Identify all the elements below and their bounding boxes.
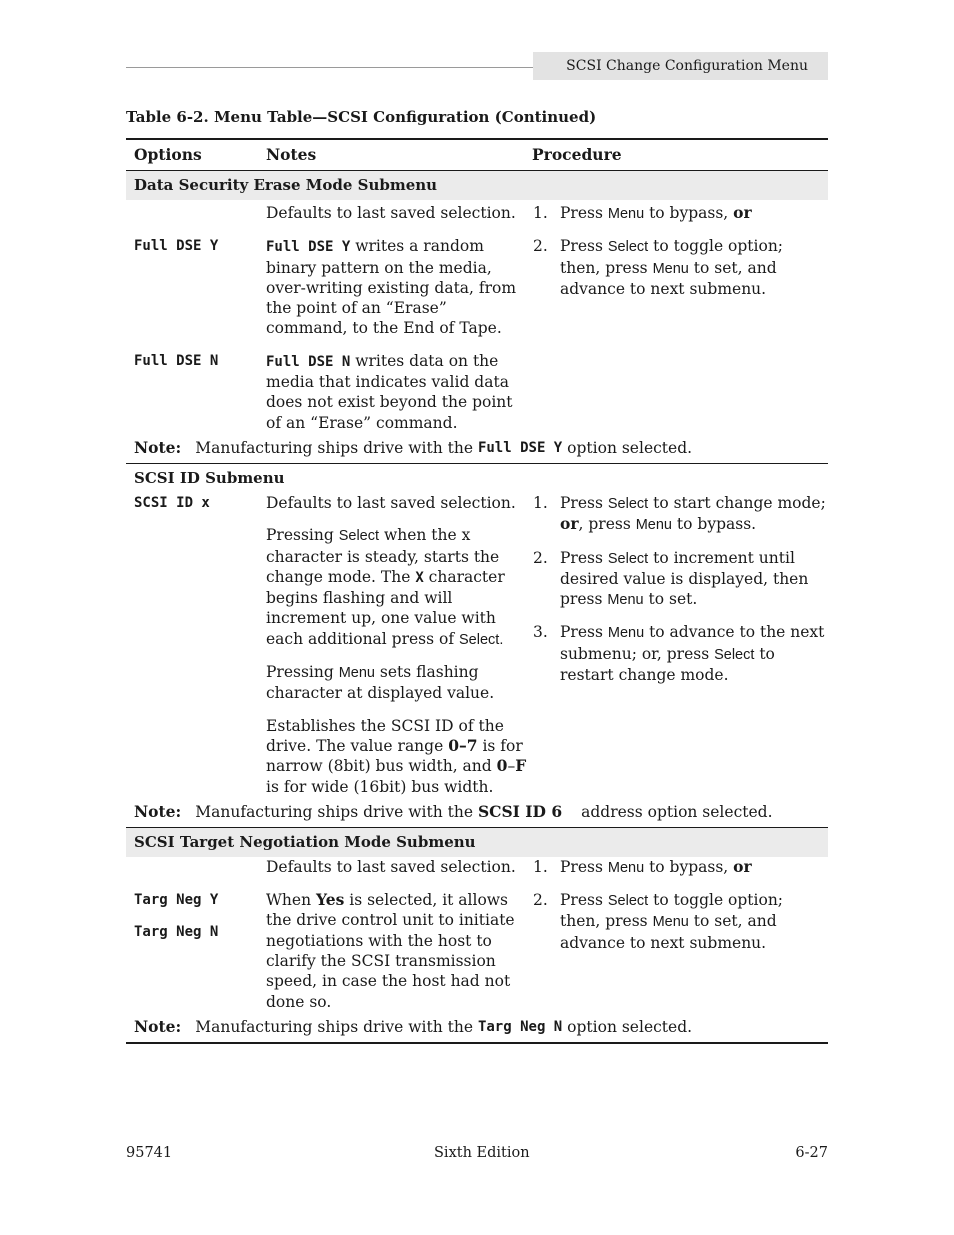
scsi-id-step-1: 1. Press Select to start change mode; or, press Menu to bypass. <box>533 493 826 534</box>
header-rule <box>126 67 534 68</box>
targ-defaults: Defaults to last saved selection. <box>266 857 516 876</box>
footer-edition: Sixth Edition <box>434 1145 530 1161</box>
scsi-id-pressing-menu: Pressing Menu sets flashing character at displayed value. <box>266 663 495 703</box>
scsi-id-step-2: 2. Press Select to increment until desired value is displayed, then press Menu to set. <box>533 548 809 609</box>
dse-row-defaults <box>126 203 828 224</box>
scsi-id-option: SCSI ID x <box>134 494 210 511</box>
table-header-row <box>126 140 828 171</box>
running-header: SCSI Change Configuration Menu <box>533 52 828 80</box>
scsi-id-section-title: SCSI ID Submenu <box>126 464 828 493</box>
dse-section-title: Data Security Erase Mode Submenu <box>126 171 828 200</box>
dse-option-n-desc: Full DSE N writes data on the media that indicates valid data does not exist beyond the point of an “Erase” command. <box>266 351 513 432</box>
dse-note: Note: Manufacturing ships drive with the Full DSE Y option selected. <box>134 437 693 457</box>
dse-option-y-desc: Full DSE Y writes a random binary pattern on the media, over-writing existing data, from the point of an “Erase” command, to the End of Tape. <box>266 237 517 338</box>
scsi-id-defaults: Defaults to last saved selection. <box>266 493 516 512</box>
dse-option-y: Full DSE Y <box>134 238 219 255</box>
targ-option-y: Targ Neg Y <box>134 892 219 909</box>
targ-step-2: 2. Press Select to toggle option; then, press Menu to set, and advance to next submenu. <box>533 891 784 952</box>
table-caption: Table 6-2. Menu Table—SCSI Configuration (Continued) <box>126 108 597 126</box>
dse-option-n: Full DSE N <box>134 352 219 369</box>
dse-defaults: Defaults to last saved selection. <box>266 204 516 222</box>
col-notes: Notes <box>266 144 317 164</box>
dse-row-n <box>126 351 828 433</box>
targ-step-1: 1. Press Menu to bypass, or <box>533 856 752 876</box>
scsi-id-step-3: 3. Press Menu to advance to the next submenu; or, press Select to restart change mode. <box>533 623 825 685</box>
footer-doc-number: 95741 <box>126 1145 173 1161</box>
col-options: Options <box>134 144 202 164</box>
dse-step-1: 1. Press Menu to bypass, or <box>533 203 752 222</box>
targ-row-defaults <box>126 857 828 878</box>
targ-section-title: SCSI Target Negotiation Mode Submenu <box>126 828 828 857</box>
targ-option-n: Targ Neg N <box>134 924 219 941</box>
menu-table <box>126 138 828 1044</box>
footer-page-number: 6-27 <box>795 1145 828 1161</box>
scsi-id-note: Note: Manufacturing ships drive with the SCSI ID 6 address option selected. <box>134 801 773 821</box>
scsi-id-pressing-select: Pressing Select when the x character is steady, starts the change mode. The X character begins flashing and will increment up, one value with each additional press of Select. <box>266 526 505 648</box>
dse-row-y <box>126 236 828 338</box>
targ-desc: When Yes is selected, it allows the drive control unit to initiate negotiations with the host to clarify the SCSI transmission speed, in case the host had not done so. <box>266 890 515 1011</box>
targ-note: Note: Manufacturing ships drive with the Targ Neg N option selected. <box>134 1016 693 1036</box>
col-procedure: Procedure <box>532 144 622 164</box>
targ-row-options <box>126 890 828 1012</box>
dse-step-2: 2. Press Select to toggle option; then, press Menu to set, and advance to next submenu. <box>533 237 784 298</box>
scsi-id-range: Establishes the SCSI ID of the drive. The value range 0–7 is for narrow (8bit) bus width, and 0–F is for wide (16bit) bus width. <box>266 716 527 796</box>
scsi-id-row <box>126 493 828 797</box>
